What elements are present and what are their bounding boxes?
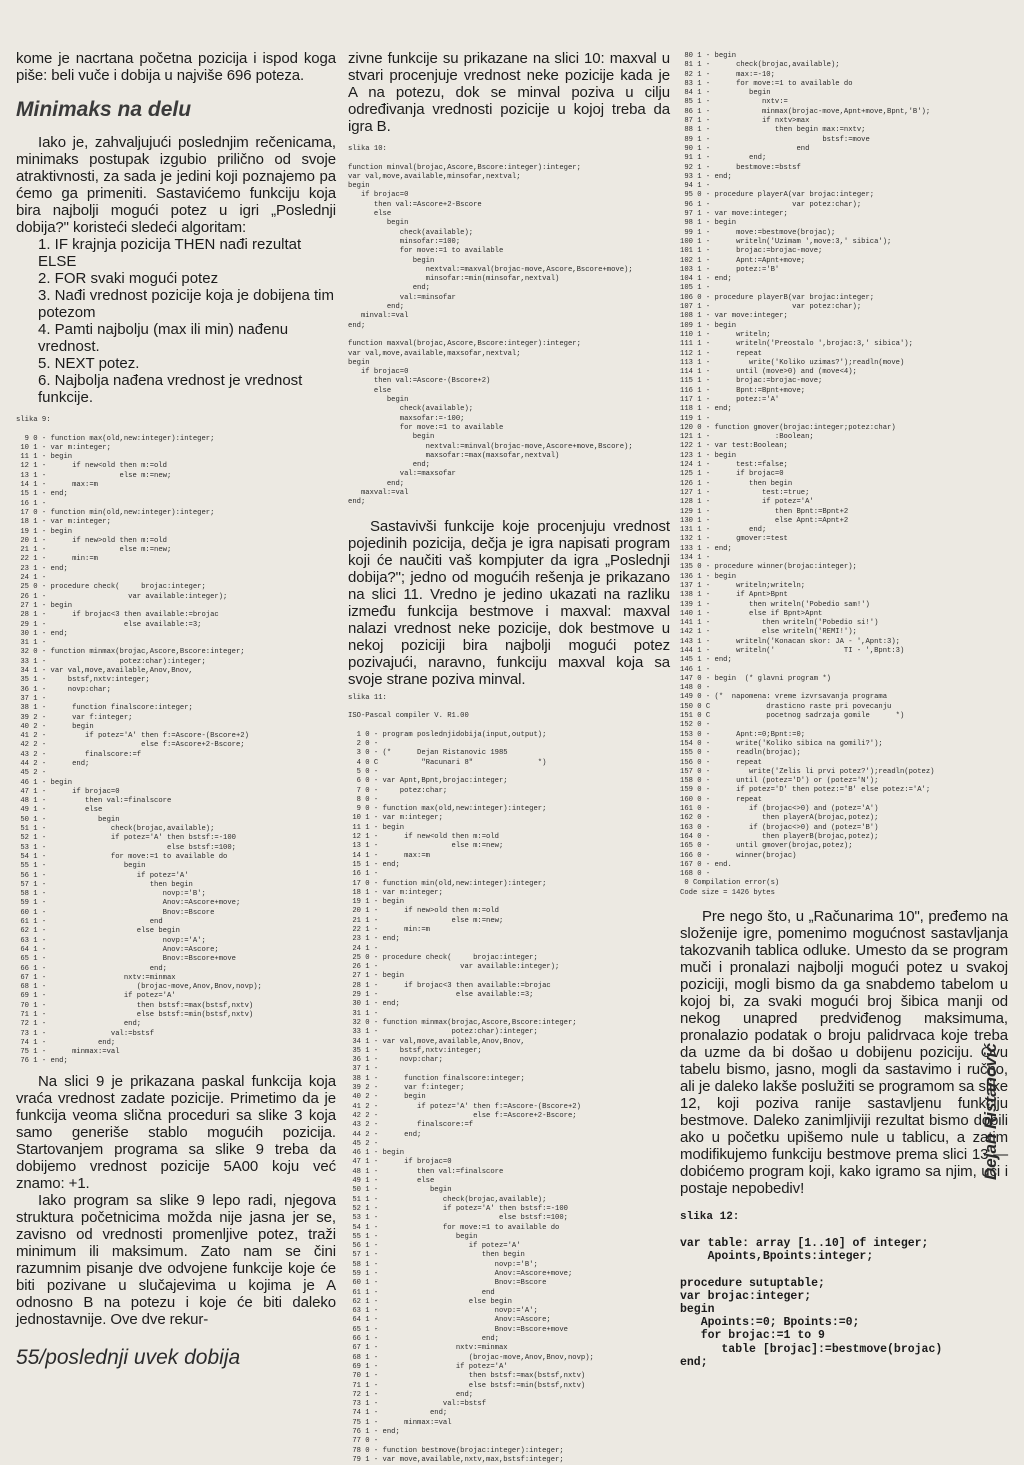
body-paragraph-6: Pre nego što, u „Računarima 10", pređemo na složenije igre, pomenimo mogućnost sastavljanja takozvanih tablica odluke. Umesto da se program muči i pronalazi najbolji mogući potez u svakoj poziciji, mogli bismo da ga snabdemo tabelom u kojoj bi, za svaki mogući broj šibica manji od nekog unapred predviđenog maksimuma, pronalazio podatak o broju palidrvaca koje treba da uzme da bi došao u dobijenu poziciju. Ovu tabelu bismo, jasno, mogli da sastavimo i ručno, ali je daleko lakše poslužiti se programom sa slike 12, koji poziva ranije sastavljenu funkciju bestmove. Daleko zanimljiviji rezultat bismo dobili ako u početku upišemo nule u tablicu, a zatim modifikujemo funkciju bestmove prema slici 13 — dobićemo program koji, kako igramo sa njim, uči i postaje nepobediv! bbox=[680, 908, 1008, 1198]
code-listing-figure-11: slika 11: ISO-Pascal compiler V. R1.00 1 0 - program poslednjidobija(input,output); 2 0 - 3 0 - (* Dejan Ristanovic 1985 4 0 C "Racunari 8" *) 5 0 - 6 0 - var Apnt,Bpnt,brojac:integer; 7 0 - potez:char; 8 0 - 9 0 - function max(old,new:integer):integer; 10 1 - var m:integer; 11 1 - begin 12 1 - if new<old then m:=old 13 1 - else m:=new; 14 1 - max:=m 15 1 - end; 16 1 - 17 0 - function min(old,new:integer):integer; 18 1 - var m:integer; 19 1 - begin 20 1 - if new>old then m:=old 21 1 - else m:=new; 22 1 - min:=m 23 1 - end; 24 1 - 25 0 - procedure check( brojac:integer; 26 1 - var available:integer); 27 1 - begin 28 1 - if brojac<3 then available:=brojac 29 1 - else available:=3; 30 1 - end; 31 1 - 32 0 - function minmax(brojac,Ascore,Bscore:integer; 33 1 - potez:char):integer; 34 1 - var val,move,available,Anov,Bnov, 35 1 - bstsf,nxtv:integer; 36 1 - novp:char; 37 1 - 38 1 - function finalscore:integer; 39 2 - var f:integer; 40 2 - begin 41 2 - if potez='A' then f:=Ascore-(Bscore+2) 42 2 - else f:=Ascore+2-Bscore; 43 2 - finalscore:=f 44 2 - end; 45 2 - 46 1 - begin 47 1 - if brojac=0 48 1 - then val:=finalscore 49 1 - else 50 1 - begin 51 1 - check(brojac,available); 52 1 - if potez='A' then bstsf:=-100 53 1 - else bstsf:=100; 54 1 - for move:=1 to available do 55 1 - begin 56 1 - if potez='A' 57 1 - then begin 58 1 - novp:='B'; 59 1 - Anov:=Ascore+move; 60 1 - Bnov:=Bscore 61 1 - end 62 1 - else begin 63 1 - novp:='A'; 64 1 - Anov:=Ascore; 65 1 - Bnov:=Bscore+move 66 1 - end; 67 1 - nxtv:=minmax 68 1 - (brojac-move,Anov,Bnov,novp); 69 1 - if potez='A' 70 1 - then bstsf:=max(bstsf,nxtv) 71 1 - else bstsf:=min(bstsf,nxtv) 72 1 - end; 73 1 - val:=bstsf 74 1 - end; 75 1 - minmax:=val 76 1 - end; 77 0 - 78 0 - function bestmove(brojac:integer):integer; 79 1 - var move,available,nxtv,max,bstsf:integer; bbox=[348, 693, 594, 1464]
algorithm-step-2: 2. FOR svaki mogući potez bbox=[38, 270, 219, 287]
section-heading: Minimaks na delu bbox=[16, 98, 192, 121]
algorithm-steps bbox=[16, 236, 336, 406]
algorithm-step-6: 6. Najbolja nađena vrednost je vrednost funkcije. bbox=[38, 372, 303, 406]
figure-12-caption: slika 12: bbox=[680, 1211, 740, 1224]
column-right bbox=[680, 52, 1008, 1369]
author-signature: Dejan Ristanović bbox=[981, 1043, 1000, 1180]
algorithm-step-4: 4. Pamti najbolju (max ili min) nađenu vrednost. bbox=[38, 321, 289, 355]
algorithm-step-5: 5. NEXT potez. bbox=[38, 355, 140, 372]
column-middle bbox=[348, 50, 670, 1465]
code-listing-figure-11-continued: 80 1 - begin 81 1 - check(brojac,available); 82 1 - max:=-10; 83 1 - for move:=1 to available do 84 1 - begin 85 1 - nxtv:= 86 1 - minmax(brojac-move,Apnt+move,Bpnt,'B'); 87 1 - if nxtv>max 88 1 - then begin max:=nxtv; 89 1 - bstsf:=move 90 1 - end 91 1 - end; 92 1 - bestmove:=bstsf 93 1 - end; 94 1 - 95 0 - procedure playerA(var brojac:integer; 96 1 - var potez:char); 97 1 - var move:integer; 98 1 - begin 99 1 - move:=bestmove(brojac); 100 1 - writeln('Uzimam ',move:3,' sibica'); 101 1 - brojac:=brojac-move; 102 1 - Apnt:=Apnt+move; 103 1 - potez:='B' 104 1 - end; 105 1 - 106 0 - procedure playerB(var brojac:integer; 107 1 - var potez:char); 108 1 - var move:integer; 109 1 - begin 110 1 - writeln; 111 1 - writeln('Preostalo ',brojac:3,' sibica'); 112 1 - repeat 113 1 - write('Koliko uzimas?');readln(move) 114 1 - until (move>0) and (move<4); 115 1 - brojac:=brojac-move; 116 1 - Bpnt:=Bpnt+move; 117 1 - potez:='A' 118 1 - end; 119 1 - 120 0 - function gmover(brojac:integer;potez:char) 121 1 - :Boolean; 122 1 - var test:Boolean; 123 1 - begin 124 1 - test:=false; 125 1 - if brojac=0 126 1 - then begin 127 1 - test:=true; 128 1 - if potez='A' 129 1 - then Bpnt:=Bpnt+2 130 1 - else Apnt:=Apnt+2 131 1 - end; 132 1 - gmover:=test 133 1 - end; 134 1 - 135 0 - procedure winner(brojac:integer); 136 1 - begin 137 1 - writeln;writeln; 138 1 - if Apnt>Bpnt 139 1 - then writeln('Pobedio sam!') 140 1 - else if Bpnt>Apnt 141 1 - then writeln('Pobedio si!') 142 1 - else writeln('REMI!'); 143 1 - writeln('Konacan skor: JA - ',Apnt:3); 144 1 - writeln(' TI - ',Bpnt:3) 145 1 - end; 146 1 - 147 0 - begin (* glavni program *) 148 0 - 149 0 - (* napomena: vreme izvrsavanja programa 150 0 C drasticno raste pri povecanju 151 0 C pocetnog sadrzaja gomile *) 152 0 - 153 0 - Apnt:=0;Bpnt:=0; 154 0 - write('Koliko sibica na gomili?'); 155 0 - readln(brojac); 156 0 - repeat 157 0 - write('Zelis li prvi potez?');readln(potez) 158 0 - until (potez='D') or (potez='N'); 159 0 - if potez='D' then potez:='B' else potez:='A'; 160 0 - repeat 161 0 - if (brojac<>0) and (potez='A') 162 0 - then playerA(brojac,potez); 163 0 - if (brojac<>0) and (potez='B') 164 0 - then playerB(brojac,potez); 165 0 - until gmover(brojac,potez); 166 0 - winner(brojac) 167 0 - end. 168 0 - 0 Compilation error(s) Code size = 1426 bytes bbox=[680, 52, 935, 897]
body-paragraph-2: Na slici 9 je prikazana paskal funkcija koja vraća vrednost zadate pozicije. Primetimo da je funkcija veoma slična proceduri sa slike 3 koja samo generiše stablo mogućih pozicija. Startovanjem programa sa slike 9 treba da dobijemo vrednost pozicije 5A00 koju već znamo: +1. bbox=[16, 1072, 336, 1192]
algorithm-step-3: 3. Nađi vrednost pozicije koja je dobijena tim potezom bbox=[38, 287, 334, 321]
column-left bbox=[16, 50, 336, 1328]
body-paragraph-1: Iako je, zahvaljujući poslednjim rečenicama, minimaks postupak izgubio prilično od svoje atraktivnosti, za sada je jedini koji poznajemo pa ćemo ga primeniti. Sastavićemo funkciju koja bira najbolji mogući potez u igri „Poslednji dobija?" koristeći sledeći algoritam: bbox=[16, 134, 336, 236]
code-listing-figure-9: slika 9: 9 0 - function max(old,new:integer):integer; 10 1 - var m:integer; 11 1 - begin 12 1 - if new<old then m:=old 13 1 - else m:=new; 14 1 - max:=m 15 1 - end; 16 1 - 17 0 - function min(old,new:integer):integer; 18 1 - var m:integer; 19 1 - begin 20 1 - if new>old then m:=old 21 1 - else m:=new; 22 1 - min:=m 23 1 - end; 24 1 - 25 0 - procedure check( brojac:integer; 26 1 - var available:integer); 27 1 - begin 28 1 - if brojac<3 then available:=brojac 29 1 - else available:=3; 30 1 - end; 31 1 - 32 0 - function minmax(brojac,Ascore,Bscore:integer; 33 1 - potez:char):integer; 34 1 - var val,move,available,Anov,Bnov, 35 1 - bstsf,nxtv:integer; 36 1 - novp:char; 37 1 - 38 1 - function finalscore:integer; 39 2 - var f:integer; 40 2 - begin 41 2 - if potez='A' then f:=Ascore-(Bscore+2) 42 2 - else f:=Ascore+2-Bscore; 43 2 - finalscore:=f 44 2 - end; 45 2 - 46 1 - begin 47 1 - if brojac=0 48 1 - then val:=finalscore 49 1 - else 50 1 - begin 51 1 - check(brojac,available); 52 1 - if potez='A' then bstsf:=-100 53 1 - else bstsf:=100; 54 1 - for move:=1 to available do 55 1 - begin 56 1 - if potez='A' 57 1 - then begin 58 1 - novp:='B'; 59 1 - Anov:=Ascore+move; 60 1 - Bnov:=Bscore 61 1 - end 62 1 - else begin 63 1 - novp:='A'; 64 1 - Anov:=Ascore; 65 1 - Bnov:=Bscore+move 66 1 - end; 67 1 - nxtv:=minmax 68 1 - (brojac-move,Anov,Bnov,novp); 69 1 - if potez='A' 70 1 - then bstsf:=max(bstsf,nxtv) 71 1 - else bstsf:=min(bstsf,nxtv) 72 1 - end; 73 1 - val:=bstsf 74 1 - end; 75 1 - minmax:=val 76 1 - end; bbox=[16, 416, 262, 1066]
code-listing-figure-10: slika 10: function minval(brojac,Ascore,Bscore:integer):integer; var val,move,available,minsofar,nextval; begin if brojac=0 then val:=Ascore+2-Bscore else begin check(available); minsofar:=100; for move:=1 to available begin nextval:=maxval(brojac-move,Ascore,Bscore+move); minsofar:=min(minsofar,nextval) end; val:=minsofar end; minval:=val end; function maxval(brojac,Ascore,Bscore:integer):integer; var val,move,available,maxsofar,nextval; begin if brojac=0 then val:=Ascore-(Bscore+2) else begin check(available); maxsofar:=-100; for move:=1 to available begin nextval:=minval(brojac-move,Ascore+move,Bscore); maxsofar:=max(maxsofar,nextval) end; val:=maxsofar end; maxval:=val end; bbox=[348, 145, 633, 507]
algorithm-step-1: 1. IF krajnja pozicija THEN nađi rezultat ELSE bbox=[38, 236, 302, 270]
page-footer: 55/poslednji uvek dobija bbox=[16, 1346, 241, 1369]
intro-paragraph: kome je nacrtana početna pozicija i ispod koga piše: beli vuče i dobija u najviše 696 poteza. bbox=[16, 50, 336, 84]
body-paragraph-4: zivne funkcije su prikazane na slici 10: maxval u stvari procenjuje vrednost neke pozicije kada je A na potezu, dok se minval poziva u cilju određivanja vrednosti pozicije u kojoj treba da igra B. bbox=[348, 50, 670, 135]
body-paragraph-5: Sastavivši funkcije koje procenjuju vrednost pojedinih pozicija, dečja je igra napisati program koji će naučiti vaš kompjuter da igra „Poslednji dobija?"; jedno od mogućih rešenja je prikazano na slici 11. Vredno je jedino ukazati na razliku između funkcija bestmove i maxval: maxval nalazi vrednost neke pozicije, dok bestmove u nekoj poziciji bira najbolji mogući potez pozivajući, naravno, funkciju maxval koja sa svoje strane poziva minval. bbox=[348, 517, 670, 688]
code-listing-figure-12: var table: array [1..10] of integer; Apoints,Bpoints:integer; procedure sutuptable; var brojac:integer; begin Apoints:=0; Bpoints:=0; for brojac:=1 to 9 table [brojac]:=bestmove(brojac) end; bbox=[680, 1237, 943, 1369]
body-paragraph-3: Iako program sa slike 9 lepo radi, njegova struktura početnicima možda nije jasna jer se, zavisno od vrednosti promenljive potez, traži minimum ili maksimum. Zato nam se čini razumnim pisanje dve odvojene funkcije koje će biti pozivane u slučajevima u kojima je A odnosno B na potezu i koje će biti daleko jednostavnije. Ove dve rekur- bbox=[16, 1191, 336, 1328]
